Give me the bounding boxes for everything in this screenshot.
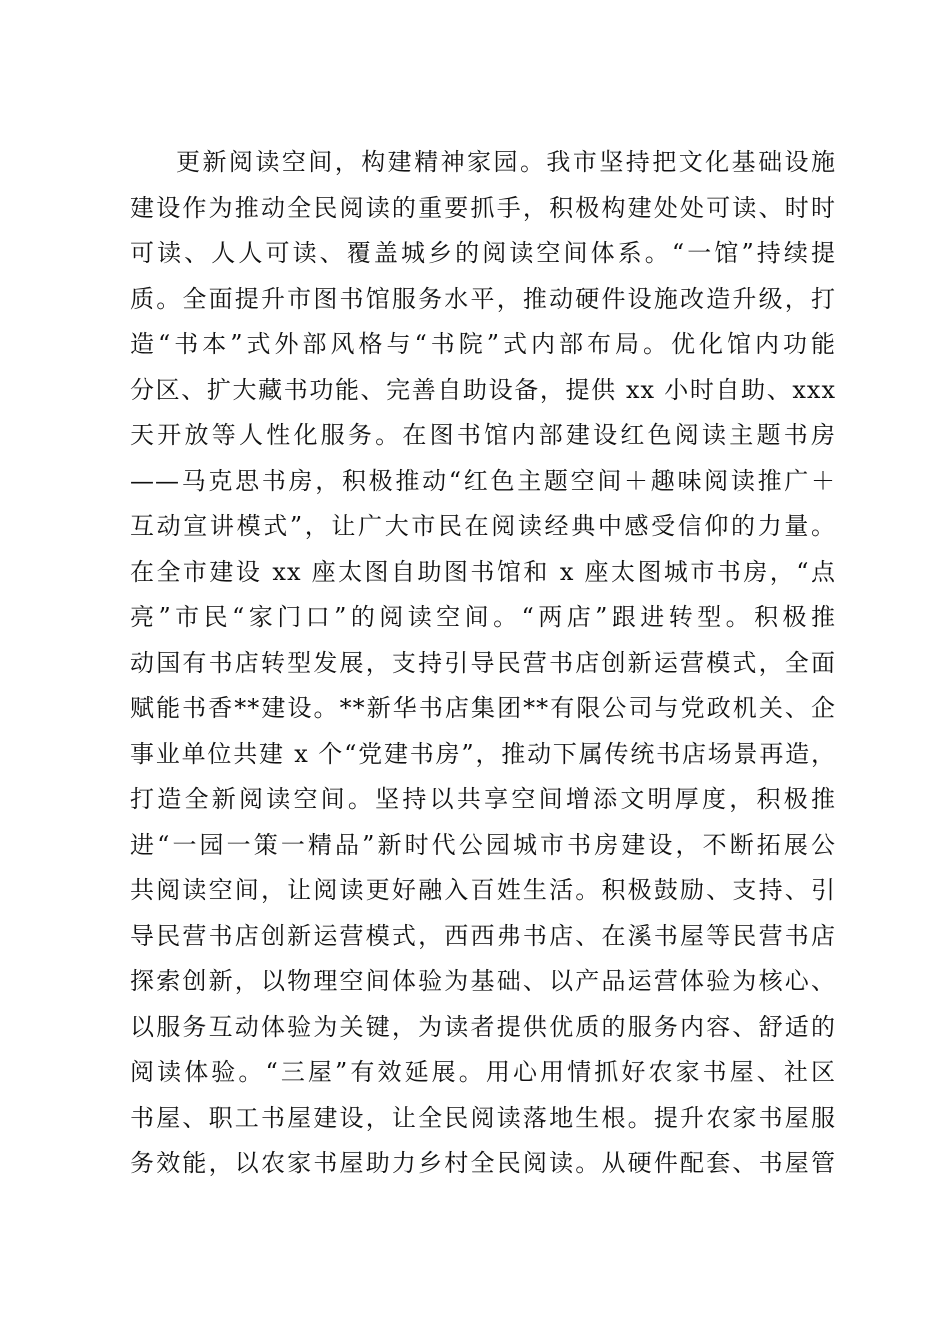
- text-line: 导民营书店创新运营模式，西西弗书店、在溪书屋等民营书店: [130, 921, 836, 950]
- text-line: 在全市建设 xx 座太图自助图书馆和 x 座太图城市书房，“点: [130, 557, 836, 586]
- text-line: 亮”市民“家门口”的阅读空间。“两店”跟进转型。积极推: [130, 603, 836, 631]
- text-line: 动国有书店转型发展，支持引导民营书店创新运营模式，全面: [130, 648, 836, 677]
- text-line: 建设作为推动全民阅读的重要抓手，积极构建处处可读、时时: [130, 193, 836, 222]
- text-line: 打造全新阅读空间。坚持以共享空间增添文明厚度，积极推: [130, 785, 836, 813]
- text-line: 事业单位共建 x 个“党建书房”，推动下属传统书店场景再造，: [130, 739, 836, 768]
- text-line: 以服务互动体验为关键，为读者提供优质的服务内容、舒适的: [130, 1012, 836, 1041]
- text-line: 阅读体验。“三屋”有效延展。用心用情抓好农家书屋、社区: [130, 1058, 836, 1086]
- text-line: ——马克思书房，积极推动“红色主题空间＋趣味阅读推广＋: [130, 466, 836, 495]
- text-line: 造“书本”式外部风格与“书院”式内部布局。优化馆内功能: [130, 330, 836, 358]
- text-line: 更新阅读空间，构建精神家园。我市坚持把文化基础设施: [176, 148, 836, 176]
- text-line: 互动宣讲模式”，让广大市民在阅读经典中感受信仰的力量。: [130, 512, 836, 540]
- text-line: 书屋、职工书屋建设，让全民阅读落地生根。提升农家书屋服: [130, 1103, 836, 1132]
- text-line: 务效能，以农家书屋助力乡村全民阅读。从硬件配套、书屋管: [130, 1149, 836, 1177]
- text-line: 探索创新，以物理空间体验为基础、以产品运营体验为核心、: [130, 967, 836, 995]
- text-line: 天开放等人性化服务。在图书馆内部建设红色阅读主题书房: [130, 421, 836, 449]
- text-line: 共阅读空间，让阅读更好融入百姓生活。积极鼓励、支持、引: [130, 876, 836, 904]
- text-line: 质。全面提升市图书馆服务水平，推动硬件设施改造升级，打: [130, 284, 836, 313]
- text-line: 分区、扩大藏书功能、完善自助设备，提供 xx 小时自助、xxx: [130, 375, 836, 404]
- text-line: 进“一园一策一精品”新时代公园城市书房建设，不断拓展公: [130, 830, 836, 859]
- text-line: 可读、人人可读、覆盖城乡的阅读空间体系。“一馆”持续提: [130, 239, 836, 267]
- text-line: 赋能书香**建设。**新华书店集团**有限公司与党政机关、企: [130, 694, 836, 722]
- body-paragraph: [130, 140, 836, 1187]
